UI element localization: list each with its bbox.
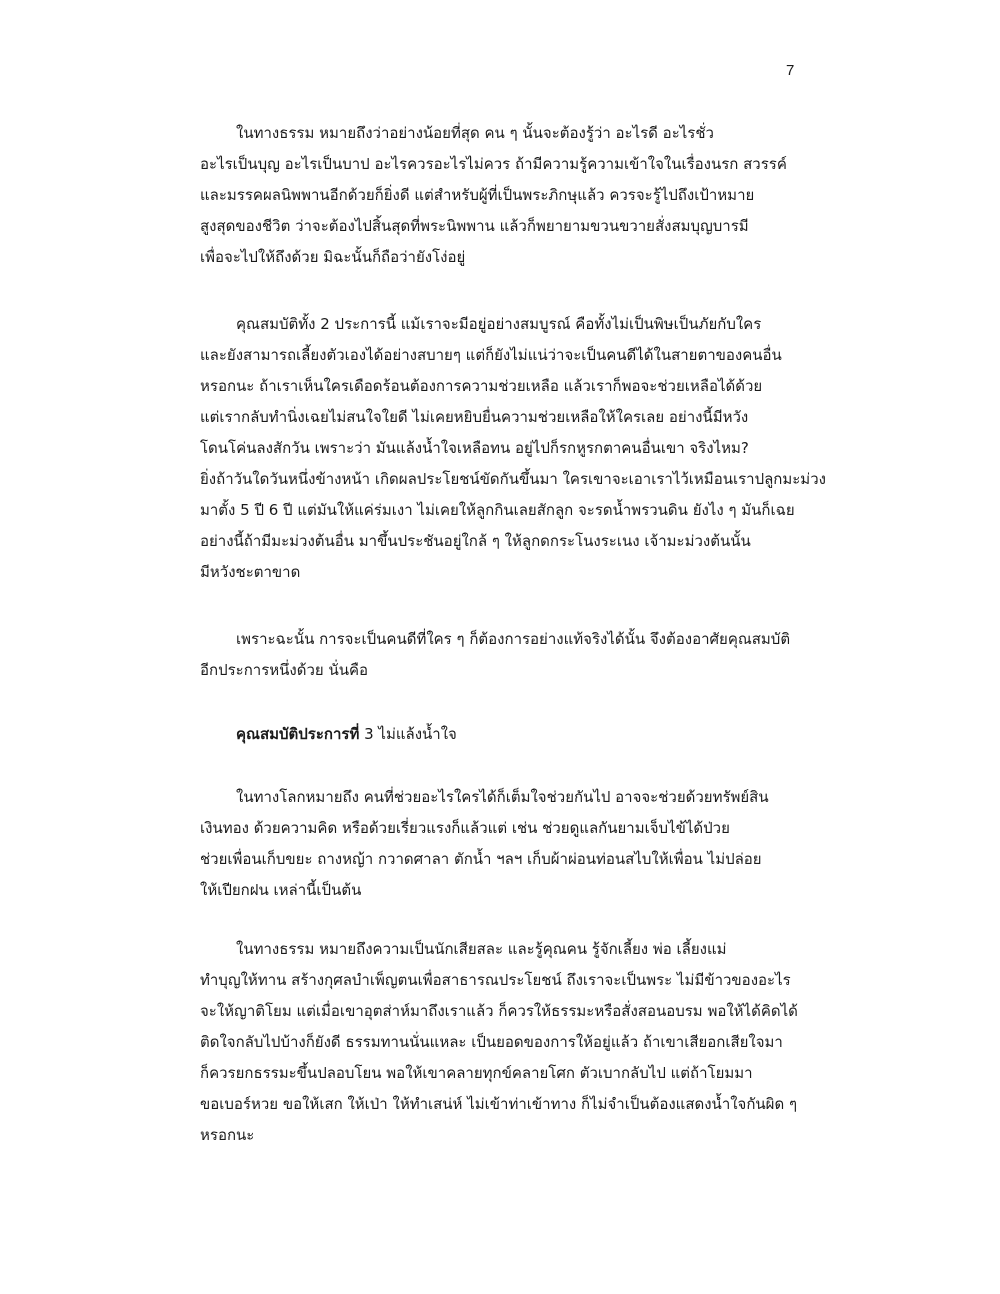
section-heading-bold: คุณสมบัติประการที่ xyxy=(236,725,360,743)
paragraph-line: ก็ควรยกธรรมะขึ้นปลอบโยน พอให้เขาคลายทุกข์คลายโศก ตัวเบากลับไป แต่ถ้าโยมมา xyxy=(200,1064,753,1082)
paragraph-line: อย่างนี้ถ้ามีมะม่วงต้นอื่น มาขึ้นประชันอยู่ใกล้ ๆ ให้ลูกดกระโนงระเนง เจ้ามะม่วงต้นนั้น xyxy=(200,532,751,550)
paragraph-line: ในทางธรรม หมายถึงว่าอย่างน้อยที่สุด คน ๆ นั้นจะต้องรู้ว่า อะไรดี อะไรชั่ว xyxy=(236,124,714,142)
paragraph-line: ช่วยเพื่อนเก็บขยะ ถางหญ้า กวาดศาลา ตักน้ำ ฯลฯ เก็บผ้าผ่อนท่อนสไบให้เพื่อน ไม่ปล่อย xyxy=(200,850,762,868)
paragraph-line: แต่เรากลับทำนิ่งเฉยไม่สนใจใยดี ไม่เคยหยิบยื่นความช่วยเหลือให้ใครเลย อย่างนี้มีหวัง xyxy=(200,408,749,426)
paragraph-line: คุณสมบัติทั้ง 2 ประการนี้ แม้เราจะมีอยู่อย่างสมบูรณ์ คือทั้งไม่เป็นพิษเป็นภัยกับใคร xyxy=(236,315,762,333)
section-heading xyxy=(200,719,850,750)
paragraph-line: ทำบุญให้ทาน สร้างกุศลบำเพ็ญตนเพื่อสาธารณประโยชน์ ถึงเราจะเป็นพระ ไม่มีข้าวของอะไร xyxy=(200,971,791,989)
section-heading-rest: 3 ไม่แล้งน้ำใจ xyxy=(359,725,457,743)
paragraph-line: ยิ่งถ้าวันใดวันหนึ่งข้างหน้า เกิดผลประโยชน์ขัดกันขึ้นมา ใครเขาจะเอาเราไว้เหมือนเราปลูกมะม่วง xyxy=(200,470,826,488)
paragraph-line: อะไรเป็นบุญ อะไรเป็นบาป อะไรควรอะไรไม่ควร ถ้ามีความรู้ความเข้าใจในเรื่องนรก สวรรค์ xyxy=(200,155,787,173)
paragraph-line: หรอกนะ xyxy=(200,1126,255,1144)
paragraph-line: เพราะฉะนั้น การจะเป็นคนดีที่ใคร ๆ ก็ต้องการอย่างแท้จริงได้นั้น จึงต้องอาศัยคุณสมบัติ xyxy=(236,630,791,648)
paragraph-line: โดนโค่นลงสักวัน เพราะว่า มันแล้งน้ำใจเหลือทน อยู่ไปก็รกหูรกตาคนอื่นเขา จริงไหม? xyxy=(200,439,749,457)
paragraph-line: และยังสามารถเลี้ยงตัวเองได้อย่างสบายๆ แต่ก็ยังไม่แน่ว่าจะเป็นคนดีได้ในสายตาของคนอื่น xyxy=(200,346,782,364)
paragraph-line: มาตั้ง 5 ปี 6 ปี แต่มันให้แค่ร่มเงา ไม่เคยให้ลูกกินเลยสักลูก จะรดน้ำพรวนดิน ยังไง ๆ มันก็เฉย xyxy=(200,501,795,519)
paragraph-line: สูงสุดของชีวิต ว่าจะต้องไปสิ้นสุดที่พระนิพพาน แล้วก็พยายามขวนขวายสั่งสมบุญบารมี xyxy=(200,217,749,235)
paragraph-line: เงินทอง ด้วยความคิด หรือด้วยเรี่ยวแรงก็แล้วแต่ เช่น ช่วยดูแลกันยามเจ็บไข้ได้ป่วย xyxy=(200,819,730,837)
paragraph-line: จะให้ญาติโยม แต่เมื่อเขาอุตส่าห์มาถึงเราแล้ว ก็ควรให้ธรรมะหรือสั่งสอนอบรม พอให้ได้คิดได้ xyxy=(200,1002,798,1020)
paragraph-line: หรอกนะ ถ้าเราเห็นใครเดือดร้อนต้องการความช่วยเหลือ แล้วเราก็พอจะช่วยเหลือได้ด้วย xyxy=(200,377,763,395)
paragraph-line: ในทางโลกหมายถึง คนที่ช่วยอะไรใครได้ก็เต็มใจช่วยกันไป อาจจะช่วยด้วยทรัพย์สิน xyxy=(236,788,769,806)
paragraph-line: มีหวังชะตาขาด xyxy=(200,563,301,581)
paragraph-line: ติดใจกลับไปบ้างก็ยังดี ธรรมทานนั่นแหละ เป็นยอดของการให้อยู่แล้ว ถ้าเขาเสียอกเสียใจมา xyxy=(200,1033,783,1051)
paragraph-3 xyxy=(200,624,850,686)
paragraph-line: อีกประการหนึ่งด้วย นั่นคือ xyxy=(200,661,369,679)
paragraph-line: และมรรคผลนิพพานอีกด้วยก็ยิ่งดี แต่สำหรับผู้ที่เป็นพระภิกษุแล้ว ควรจะรู้ไปถึงเป้าหมาย xyxy=(200,186,755,204)
paragraph-5 xyxy=(200,934,850,1151)
paragraph-line: ในทางธรรม หมายถึงความเป็นนักเสียสละ และรู้คุณคน รู้จักเลี้ยง พ่อ เลี้ยงแม่ xyxy=(236,940,727,958)
paragraph-4 xyxy=(200,782,850,906)
page-number: 7 xyxy=(786,62,795,79)
paragraph-line: เพื่อจะไปให้ถึงด้วย มิฉะนั้นก็ถือว่ายังโง่อยู่ xyxy=(200,248,466,266)
paragraph-2 xyxy=(200,309,850,588)
paragraph-1 xyxy=(200,118,850,273)
section-heading-line xyxy=(200,719,850,750)
paragraph-line: ให้เปียกฝน เหล่านี้เป็นต้น xyxy=(200,881,362,899)
paragraph-line: ขอเบอร์หวย ขอให้เสก ให้เป่า ให้ทำเสน่ห์ ไม่เข้าท่าเข้าทาง ก็ไม่จำเป็นต้องแสดงน้ำใจกันผิด ๆ xyxy=(200,1095,798,1113)
